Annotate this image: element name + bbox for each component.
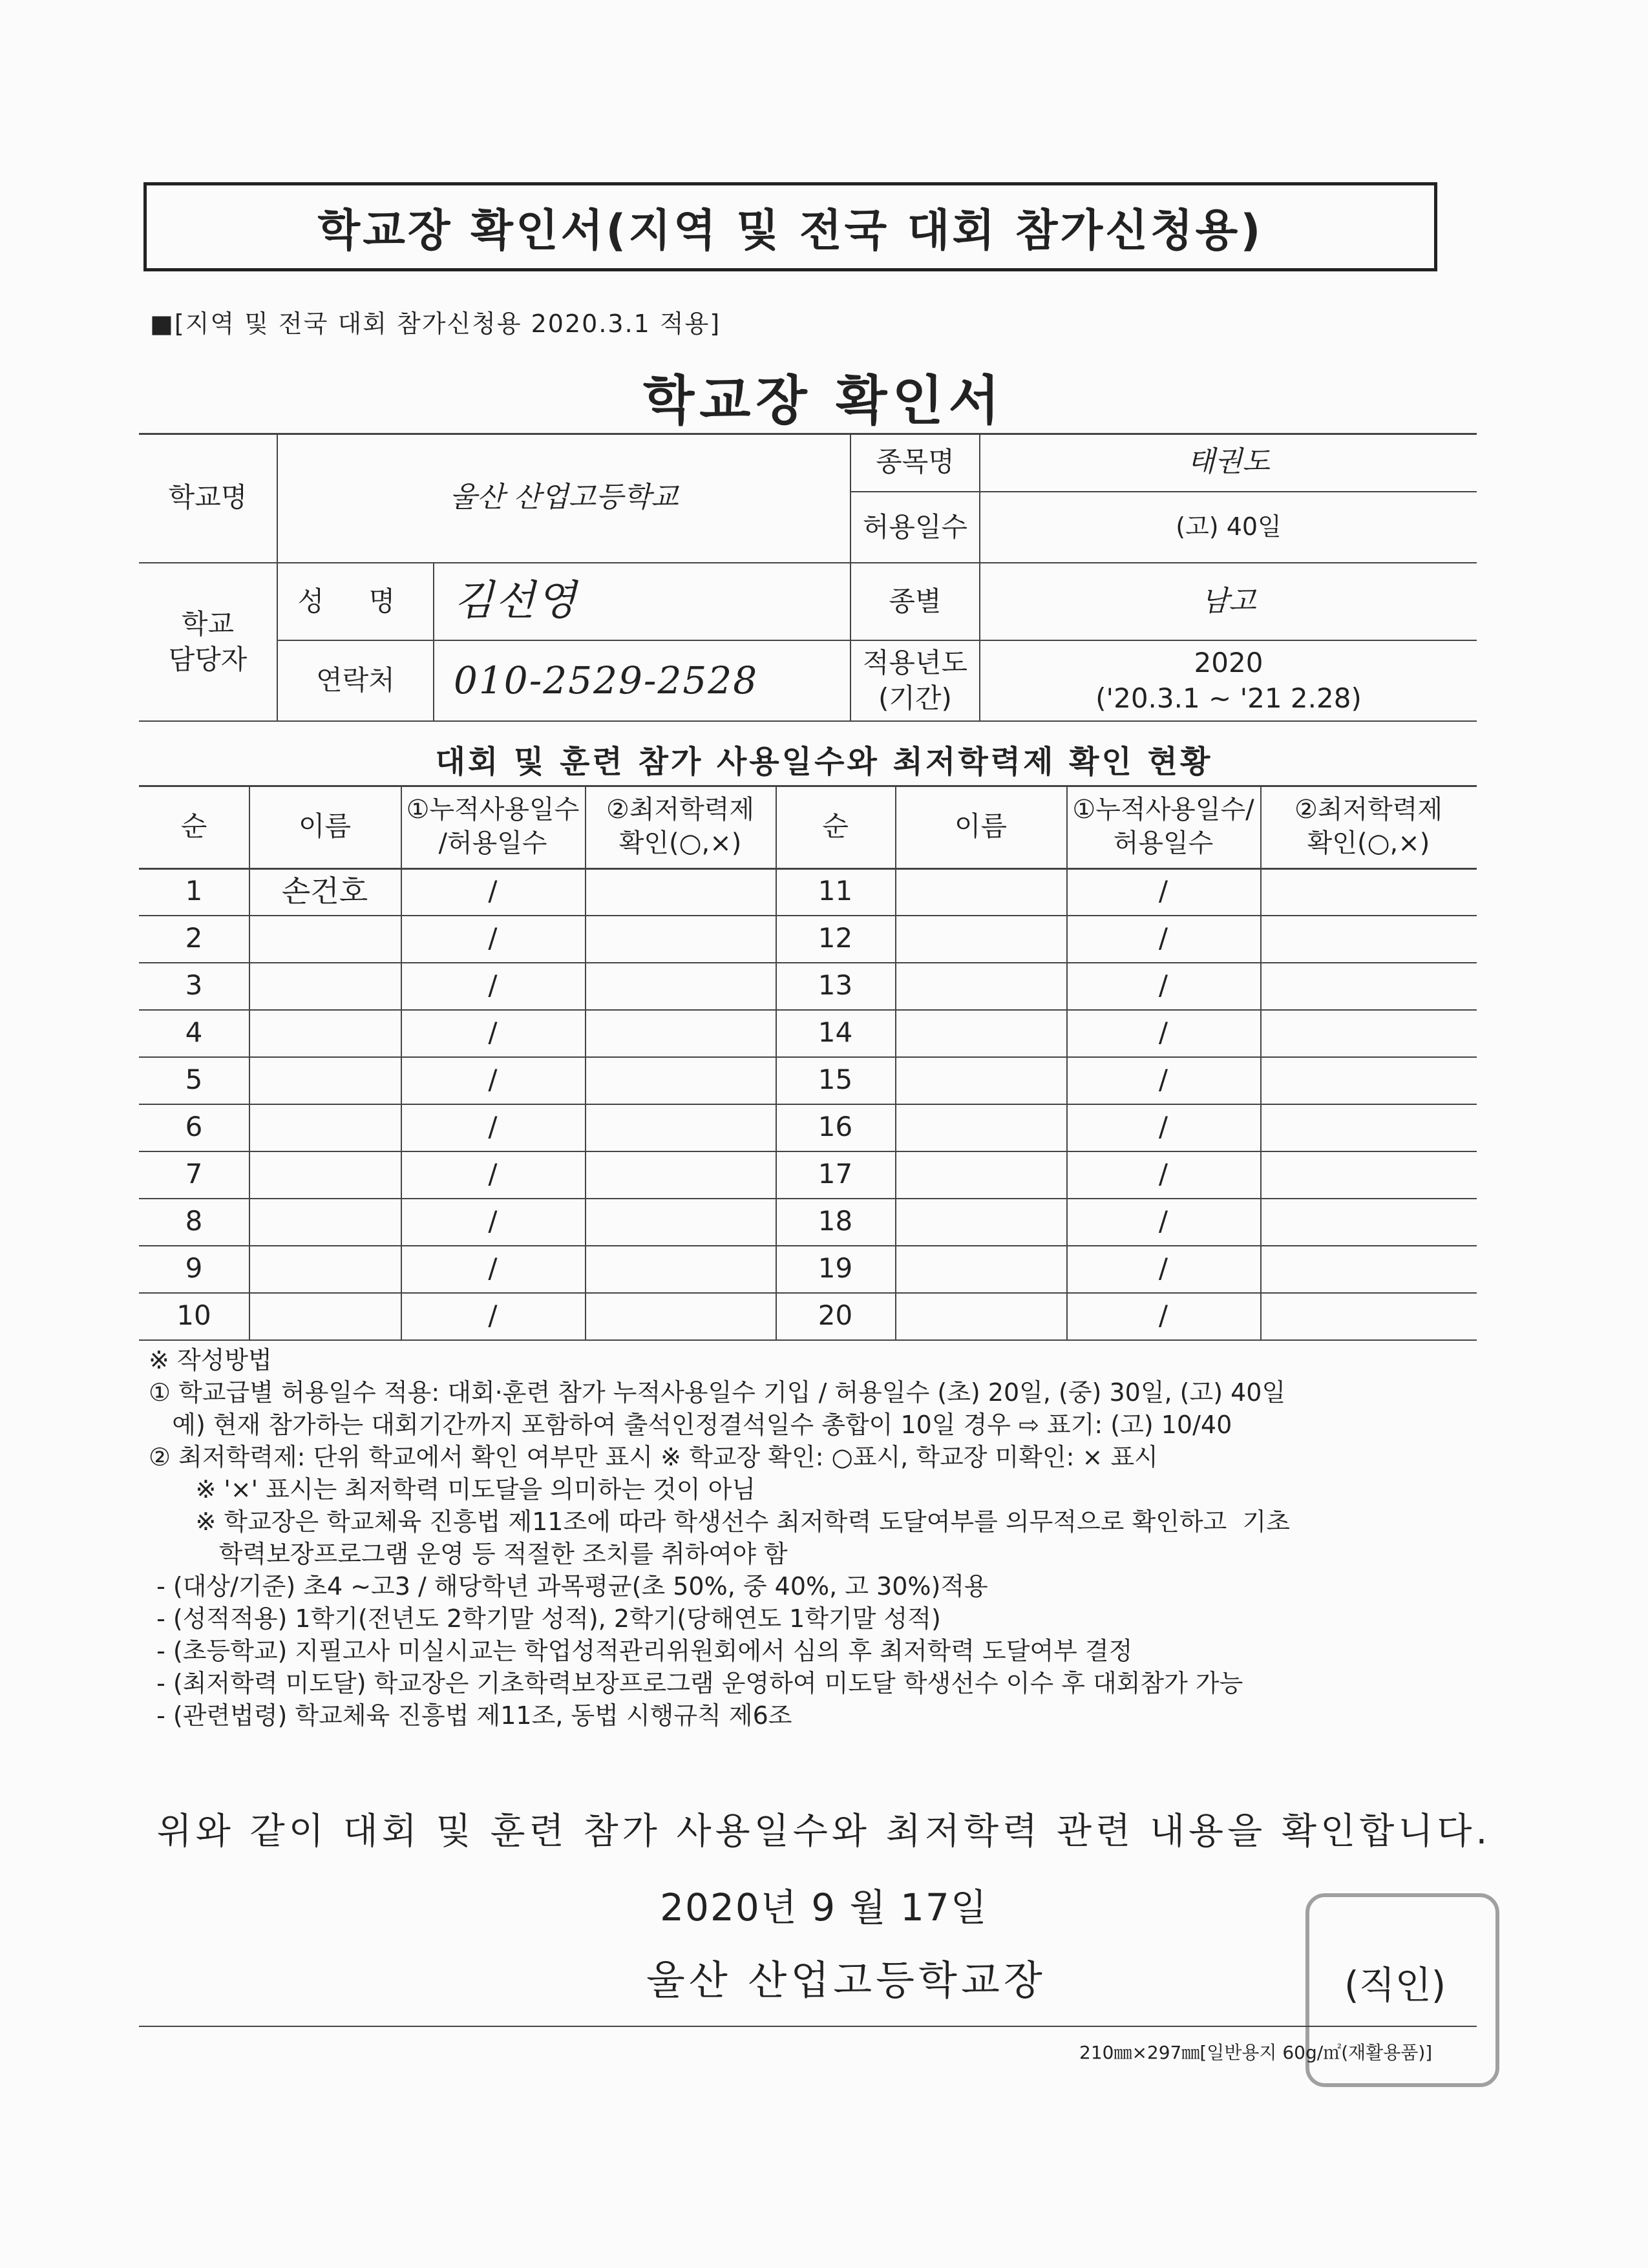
col-header-name: 이름 bbox=[298, 810, 352, 842]
col-header-no: 순 bbox=[180, 810, 207, 842]
row-days-slash: / bbox=[488, 875, 498, 907]
allowed-days-label: 허용일수 bbox=[862, 510, 968, 543]
confirmation-statement: 위와 같이 대회 및 훈련 참가 사용일수와 최저학력 관련 내용을 확인합니다. bbox=[156, 1811, 1492, 1853]
paper-spec: 210㎜×297㎜[일반용지 60g/㎡(재활용품)] bbox=[1079, 2042, 1433, 2063]
gender-label: 종별 bbox=[889, 585, 942, 617]
instruction-line: - (초등학교) 지필고사 미실시교는 학업성적관리위원회에서 심의 후 최저학력 도달여부 결정 bbox=[149, 1637, 1133, 1665]
contact-value: 010-2529-2528 bbox=[454, 658, 759, 702]
row-days-slash: / bbox=[488, 1205, 498, 1237]
row-days-slash: / bbox=[488, 1016, 498, 1049]
year-value-line1: 2020 bbox=[1194, 646, 1263, 678]
row-student-name bbox=[249, 1245, 401, 1292]
row-number: 8 bbox=[185, 1205, 203, 1237]
col-header-check bbox=[585, 785, 776, 868]
row-student-name bbox=[249, 1151, 401, 1198]
row-days-slash: / bbox=[1158, 1111, 1168, 1143]
event-label: 종목명 bbox=[876, 445, 955, 478]
row-days-slash: / bbox=[488, 1158, 498, 1190]
row-number: 9 bbox=[185, 1252, 203, 1285]
principal-signature-line: 울산 산업고등학교장 bbox=[646, 1957, 1046, 2004]
instruction-line: ② 최저학력제: 단위 학교에서 확인 여부만 표시 ※ 학교장 확인: ○표시, 학교장 미확인: × 표시 bbox=[149, 1443, 1158, 1471]
row-number: 17 bbox=[818, 1158, 853, 1190]
row-student-name bbox=[249, 962, 401, 1009]
col-header-days-line2: /허용일수 bbox=[438, 828, 547, 858]
instruction-line: - (관련법령) 학교체육 진흥법 제11조, 동법 시행규칙 제6조 bbox=[149, 1701, 792, 1730]
row-days-slash: / bbox=[488, 1299, 498, 1332]
row-days-slash: / bbox=[1158, 969, 1168, 1002]
main-title: 학교장 확인서 bbox=[643, 370, 1005, 432]
col-header-check-right-line1: ②최저학력제 bbox=[1294, 795, 1443, 824]
row-student-name bbox=[249, 915, 401, 962]
row-number: 11 bbox=[818, 875, 853, 907]
instruction-line: ※ 작성방법 bbox=[149, 1346, 272, 1374]
instruction-line: 예) 현재 참가하는 대회기간까지 포함하여 출석인정결석일수 총합이 10일 경우 ⇨ 표기: (고) 10/40 bbox=[149, 1411, 1232, 1439]
instruction-line: - (대상/기준) 초4 ~고3 / 해당학년 과목평균(초 50%, 중 40%, 고 30%)적용 bbox=[149, 1572, 988, 1601]
col-header-check-right bbox=[1260, 785, 1477, 868]
instruction-line: - (성적적용) 1학기(전년도 2학기말 성적), 2학기(당해연도 1학기말 성적) bbox=[149, 1604, 941, 1633]
year-value bbox=[980, 641, 1477, 720]
col-header-check-right-line2: 확인(○,×) bbox=[1307, 828, 1430, 858]
info-line bbox=[139, 720, 1477, 722]
notice-line: ■[지역 및 전국 대회 참가신청용 2020.3.1 적용] bbox=[150, 310, 721, 338]
row-days-slash: / bbox=[1158, 1016, 1168, 1049]
row-days-slash: / bbox=[488, 1111, 498, 1143]
row-number: 18 bbox=[818, 1205, 853, 1237]
stamp-label: (직인) bbox=[1344, 1963, 1446, 2007]
row-number: 2 bbox=[185, 922, 203, 954]
col-header-days-line1: ①누적사용일수 bbox=[406, 795, 580, 824]
row-student-name bbox=[249, 1104, 401, 1151]
confirmation-date: 2020년 9 월 17일 bbox=[660, 1885, 988, 1929]
col-header-name-right: 이름 bbox=[954, 810, 1008, 842]
instruction-line: ※ '×' 표시는 최저학력 미도달을 의미하는 것이 아님 bbox=[149, 1475, 756, 1504]
row-days-slash: / bbox=[1158, 1205, 1168, 1237]
col-header-days bbox=[401, 785, 585, 868]
col-header-days-right-line1: ①누적사용일수/ bbox=[1072, 795, 1254, 824]
instruction-line: ① 학교급별 허용일수 적용: 대회·훈련 참가 누적사용일수 기입 / 허용일수 (초) 20일, (중) 30일, (고) 40일 bbox=[149, 1378, 1286, 1407]
document-title: 학교장 확인서(지역 및 전국 대회 참가신청용) bbox=[317, 205, 1263, 257]
row-days-slash: / bbox=[1158, 1158, 1168, 1190]
row-number: 7 bbox=[185, 1158, 203, 1190]
table-grid-line bbox=[1260, 785, 1262, 1339]
row-number: 4 bbox=[185, 1016, 203, 1049]
year-value-line2: ('20.3.1 ~ '21 2.28) bbox=[1095, 682, 1362, 714]
row-student-name bbox=[249, 1056, 401, 1104]
row-days-slash: / bbox=[488, 1064, 498, 1096]
table-grid-line bbox=[895, 785, 896, 1339]
instruction-line: ※ 학교장은 학교체육 진흥법 제11조에 따라 학생선수 최저학력 도달여부를 의무적으로 확인하고 기초 bbox=[149, 1507, 1290, 1536]
name-value: 김선영 bbox=[454, 577, 578, 625]
row-number: 15 bbox=[818, 1064, 853, 1096]
contact-label: 연락처 bbox=[316, 664, 395, 697]
instruction-line: - (최저학력 미도달) 학교장은 기초학력보장프로그램 운영하여 미도달 학생선수 이수 후 대회참가 가능 bbox=[149, 1669, 1243, 1697]
col-header-check-line2: 확인(○,×) bbox=[618, 828, 742, 858]
row-days-slash: / bbox=[1158, 922, 1168, 954]
school-value: 울산 산업고등학교 bbox=[449, 481, 679, 514]
col-header-no-right: 순 bbox=[822, 810, 849, 842]
row-days-slash: / bbox=[1158, 875, 1168, 907]
col-header-days-right bbox=[1066, 785, 1260, 868]
year-label-line1: 적용년도 bbox=[862, 646, 968, 678]
event-value: 태권도 bbox=[1187, 445, 1270, 479]
row-days-slash: / bbox=[1158, 1299, 1168, 1332]
school-label: 학교명 bbox=[168, 481, 248, 513]
row-days-slash: / bbox=[1158, 1064, 1168, 1096]
manager-label-line1: 학교 bbox=[181, 607, 235, 640]
manager-label bbox=[139, 563, 277, 720]
row-number: 19 bbox=[818, 1252, 853, 1285]
writing-instructions bbox=[149, 1344, 1290, 1732]
allowed-days-value: (고) 40일 bbox=[1176, 512, 1282, 541]
row-number: 10 bbox=[176, 1299, 211, 1332]
row-student-name bbox=[249, 1198, 401, 1245]
instruction-line: 학력보장프로그램 운영 등 적절한 조치를 취하여야 함 bbox=[149, 1540, 788, 1568]
row-number: 5 bbox=[185, 1064, 203, 1096]
col-header-days-right-line2: 허용일수 bbox=[1113, 828, 1214, 858]
year-label-line2: (기간) bbox=[878, 682, 952, 714]
row-number: 16 bbox=[818, 1111, 853, 1143]
table-grid-line bbox=[585, 785, 586, 1339]
row-number: 20 bbox=[818, 1299, 853, 1332]
row-number: 6 bbox=[185, 1111, 203, 1143]
row-number: 1 bbox=[185, 875, 203, 907]
row-number: 12 bbox=[818, 922, 853, 954]
year-label bbox=[851, 641, 979, 720]
document-title-box bbox=[143, 182, 1437, 271]
row-days-slash: / bbox=[1158, 1252, 1168, 1285]
footer-divider bbox=[139, 2026, 1477, 2027]
row-days-slash: / bbox=[488, 922, 498, 954]
table-grid-line bbox=[139, 1339, 1477, 1341]
row-student-name bbox=[249, 1009, 401, 1056]
row-student-name bbox=[249, 1292, 401, 1339]
gender-value: 남고 bbox=[1201, 585, 1256, 618]
col-header-check-line1: ②최저학력제 bbox=[606, 795, 755, 824]
section-title: 대회 및 훈련 참가 사용일수와 최저학력제 확인 현황 bbox=[435, 744, 1213, 780]
row-number: 14 bbox=[818, 1016, 853, 1049]
row-days-slash: / bbox=[488, 1252, 498, 1285]
row-days-slash: / bbox=[488, 969, 498, 1002]
name-label: 성 명 bbox=[297, 585, 414, 617]
manager-label-line2: 담당자 bbox=[168, 643, 248, 675]
row-number: 13 bbox=[818, 969, 853, 1002]
row-student-name: 손건호 bbox=[281, 873, 368, 908]
row-number: 3 bbox=[185, 969, 203, 1002]
